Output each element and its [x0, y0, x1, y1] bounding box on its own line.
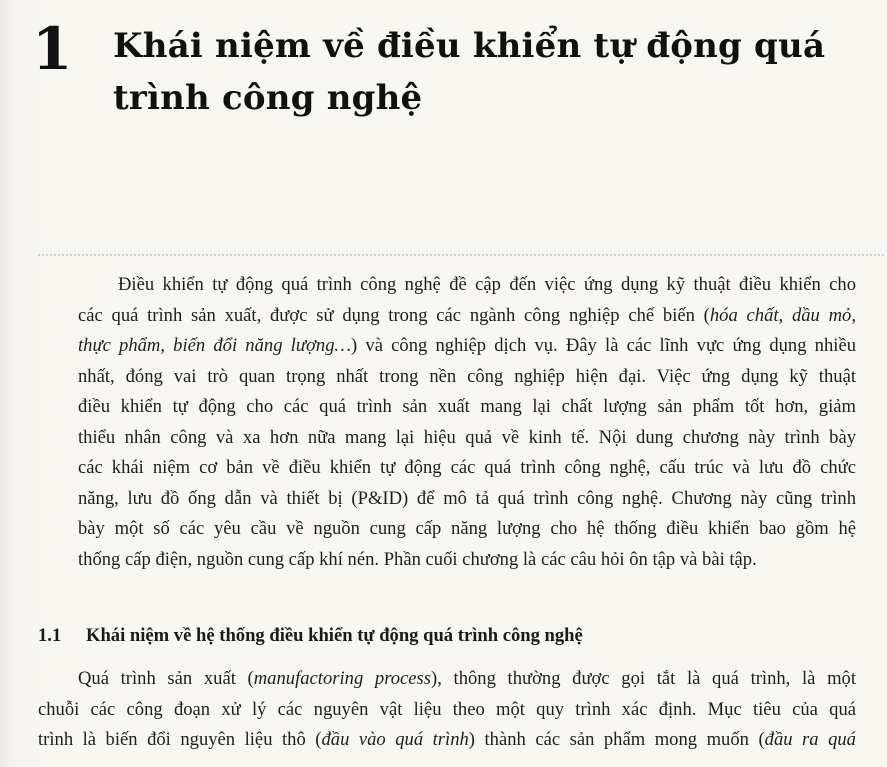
text-line: năng, lưu đồ ống dẫn và thiết bị (P&ID) để mô tả quá trình công nghệ. Chương này cũng trình: [78, 487, 856, 509]
dotted-divider: [38, 254, 884, 256]
text-line: [38, 664, 856, 695]
section-number: 1.1: [38, 625, 62, 646]
text-line: chuỗi các công đoạn xử lý các nguyên vật liệu theo một quy trình xác định. Mục tiêu của quá: [38, 698, 856, 720]
intro-paragraph: [38, 270, 856, 575]
text-line: [38, 725, 856, 756]
text-run: ) thành các sản phẩm mong muốn (: [468, 729, 765, 750]
text-line: [38, 331, 856, 362]
italic-text: đầu vào quá trình: [321, 729, 469, 750]
text-run: trình là biến đổi nguyên liệu thô (: [38, 729, 322, 750]
italic-text: manufactoring process: [253, 668, 432, 689]
chapter-number: 1: [32, 15, 73, 83]
text-line: điều khiển tự động cho các quá trình sản xuất mang lại chất lượng sản phẩm tốt hơn, giảm: [78, 396, 856, 417]
italic-text: thực phẩm, biến đổi năng lượng…: [78, 335, 352, 356]
text-run: ) và công nghiệp dịch vụ. Đây là các lĩnh vực ứng dụng nhiều: [351, 335, 856, 356]
section-paragraph: [38, 664, 856, 756]
chapter-title: Khái niệm về điều khiển tự động quá trình công nghệ: [113, 26, 826, 118]
text-line: thiểu nhân công và xa hơn nữa mang lại hiệu quả về kinh tế. Nội dung chương này trình bày: [78, 426, 856, 448]
chapter-heading: [30, 12, 870, 142]
text-line: các khái niệm cơ bản về điều khiển tự động các quá trình công nghệ, cấu trúc và lưu đồ chức: [78, 457, 856, 478]
text-line: bày một số các yêu cầu về nguồn cung cấp năng lượng cho hệ thống điều khiển bao gồm hệ: [78, 518, 856, 539]
italic-text: đầu ra quá: [764, 729, 856, 750]
text-run: Quá trình sản xuất (: [78, 668, 254, 689]
text-line: Điều khiển tự động quá trình công nghệ đề cập đến việc ứng dụng kỹ thuật điều khiển cho: [118, 274, 856, 295]
text-line: [38, 301, 856, 332]
italic-text: hóa chất, dầu mỏ,: [709, 304, 856, 326]
text-line: nhất, đóng vai trò quan trọng nhất trong nền công nghiệp hiện đại. Việc ứng dụng kỹ thuật: [78, 365, 856, 387]
section-title: Khái niệm về hệ thống điều khiển tự động quá trình công nghệ: [86, 625, 583, 646]
section-heading: [38, 621, 583, 651]
text-run: ), thông thường được gọi tắt là quá trình, là một: [431, 668, 857, 689]
text-run: các quá trình sản xuất, được sử dụng trong các ngành công nghiệp chế biến (: [78, 304, 710, 326]
text-line: thống cấp điện, nguồn cung cấp khí nén. Phần cuối chương là các câu hỏi ôn tập và bài tập.: [78, 548, 757, 570]
